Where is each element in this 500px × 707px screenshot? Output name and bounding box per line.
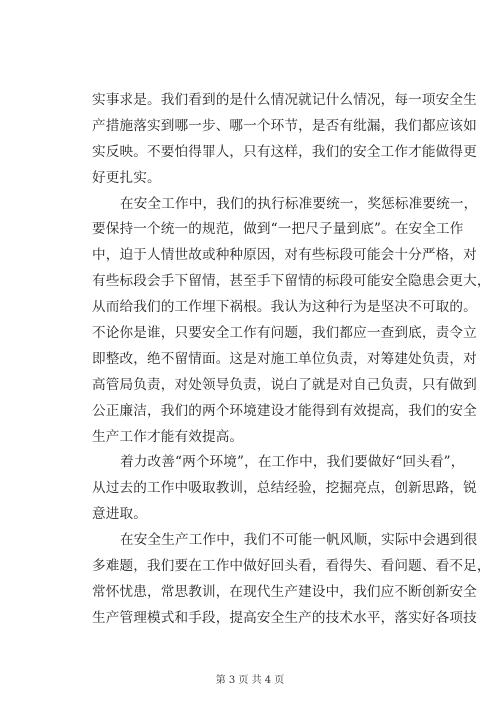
text-line: 着力改善“两个环境”，在工作中，我们要做好“回头看”， bbox=[120, 454, 465, 471]
text-line: 生产工作才能有效提高。 bbox=[92, 428, 244, 445]
page-number-footer: 第 3 页 共 4 页 bbox=[215, 675, 285, 686]
paragraph bbox=[92, 450, 477, 528]
body-text bbox=[92, 88, 491, 632]
text-line: 不论你是谁，只要安全工作有问题，我们都应一查到底，责令立 bbox=[92, 325, 477, 342]
text-line: 要保持一个统一的规范，做到“一把尺子量到底”。在安全工作 bbox=[92, 221, 464, 238]
text-line: 在安全工作中，我们的执行标准要统一，奖惩标准要统一， bbox=[120, 195, 478, 212]
text-line: 中，迫于人情世故或种种原因，对有些标段可能会十分严格，对 bbox=[92, 247, 477, 264]
text-line: 即整改，绝不留情面。这是对施工单位负责，对筹建处负责，对 bbox=[92, 350, 477, 367]
text-line: 生产管理模式和手段，提高安全生产的技术水平，落实好各项技 bbox=[92, 609, 477, 626]
text-line: 有些标段会手下留情，甚至手下留情的标段可能安全隐患会更大， bbox=[92, 273, 491, 290]
text-line: 意进取。 bbox=[92, 506, 147, 523]
text-line: 产措施落实到哪一步、哪一个环节，是否有纰漏，我们都应该如 bbox=[92, 117, 477, 134]
paragraph bbox=[92, 88, 477, 192]
paragraph bbox=[92, 528, 491, 632]
text-line: 常怀忧患，常思教训，在现代生产建设中，我们应不断创新安全 bbox=[92, 583, 477, 600]
paragraph bbox=[92, 192, 491, 451]
text-line: 实反映。不要怕得罪人，只有这样，我们的安全工作才能做得更 bbox=[92, 143, 477, 160]
text-line: 高管局负责，对处领导负责，说白了就是对自己负责，只有做到 bbox=[92, 376, 477, 393]
text-line: 从过去的工作中吸取教训，总结经验，挖掘亮点，创新思路，锐 bbox=[92, 480, 477, 497]
text-line: 好更扎实。 bbox=[92, 169, 161, 186]
text-line: 多难题，我们要在工作中做好回头看，看得失、看问题、看不足， bbox=[92, 558, 491, 575]
text-line: 在安全生产工作中，我们不可能一帆风顺，实际中会遇到很 bbox=[120, 532, 478, 549]
text-line: 实事求是。我们看到的是什么情况就记什么情况，每一项安全生 bbox=[92, 92, 477, 108]
text-line: 从而给我们的工作埋下祸根。我认为这种行为是坚决不可取的。 bbox=[92, 299, 477, 316]
text-line: 公正廉洁，我们的两个环境建设才能得到有效提高，我们的安全 bbox=[92, 402, 477, 419]
